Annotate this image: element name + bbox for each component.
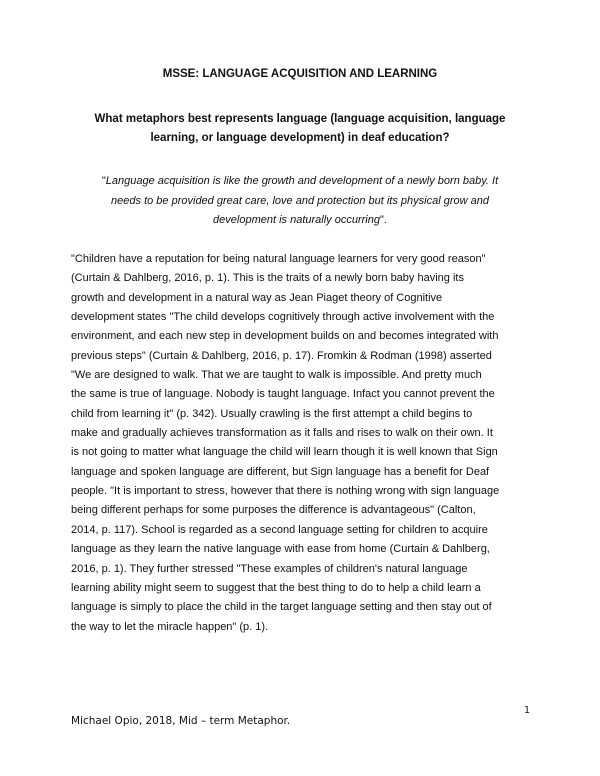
body-line: make and gradually achieves transformation as it falls and rises to walk on their own. It bbox=[71, 427, 493, 440]
body-line: "Children have a reputation for being natural language learners for very good reason" bbox=[71, 253, 486, 265]
question-line: learning, or language development) in deaf education? bbox=[150, 132, 450, 144]
page-number: 1 bbox=[523, 705, 530, 716]
quote-open-mark: " bbox=[101, 175, 106, 187]
page-footer: Michael Opio, 2018, Mid – term Metaphor. bbox=[71, 715, 291, 727]
body-line: "We are designed to walk. That we are taught to walk is impossible. And pretty much bbox=[71, 369, 482, 382]
body-paragraph bbox=[71, 250, 541, 637]
quote-line bbox=[82, 211, 518, 231]
body-line: development states "The child develops cognitively through active involvement with the bbox=[71, 311, 495, 324]
quote-close-mark: ". bbox=[379, 214, 387, 226]
body-line: language as they learn the native language with ease from home (Curtain & Dahlberg, bbox=[71, 543, 490, 556]
metaphor-quote bbox=[82, 172, 518, 231]
question-line: What metaphors best represents language (language acquisition, language bbox=[94, 113, 506, 125]
body-line: being different perhaps for some purposes the difference is advantageous" (Calton, bbox=[71, 504, 476, 517]
document-title: MSSE: LANGUAGE ACQUISITION AND LEARNING bbox=[162, 68, 438, 80]
body-line: 2014, p. 117). School is regarded as a second language setting for children to acquire bbox=[71, 523, 488, 536]
body-line: previous steps" (Curtain & Dahlberg, 2016, p. 17). Fromkin & Rodman (1998) asserted bbox=[71, 349, 492, 362]
quote-line bbox=[82, 172, 518, 192]
body-line: is not going to matter what language the child will learn though it is well known that Sign bbox=[71, 446, 498, 459]
body-line: 2016, p. 1). They further stressed "These examples of children's natural language bbox=[71, 562, 468, 575]
quote-line: needs to be provided great care, love and protection but its physical grow and bbox=[111, 194, 489, 207]
body-line: environment, and each new step in development builds on and becomes integrated with bbox=[71, 330, 499, 343]
body-line: child from learning it" (p. 342). Usually crawling is the first attempt a child begins to bbox=[71, 407, 473, 420]
body-line: people. "It is important to stress, however that there is nothing wrong with sign language bbox=[71, 485, 500, 498]
body-line: language and spoken language are different, but Sign language has a benefit for Deaf bbox=[71, 465, 490, 478]
body-line: language is simply to place the child in the target language setting and then stay out of bbox=[71, 601, 492, 614]
body-line: learning ability might seem to suggest that the best thing to do to help a child learn a bbox=[71, 581, 481, 594]
quote-text: development is naturally occurring bbox=[213, 214, 380, 226]
body-line: the way to let the miracle happen" (p. 1). bbox=[71, 620, 269, 633]
body-line: the same is true of language. Nobody is taught language. Infact you cannot prevent the bbox=[71, 388, 495, 401]
body-line: growth and development in a natural way as Jean Piaget theory of Cognitive bbox=[71, 291, 443, 304]
quote-text: Language acquisition is like the growth and development of a newly born baby. It bbox=[105, 175, 499, 187]
research-question bbox=[80, 110, 520, 148]
body-line: (Curtain & Dahlberg, 2016, p. 1). This is the traits of a newly born baby having its bbox=[71, 272, 464, 285]
